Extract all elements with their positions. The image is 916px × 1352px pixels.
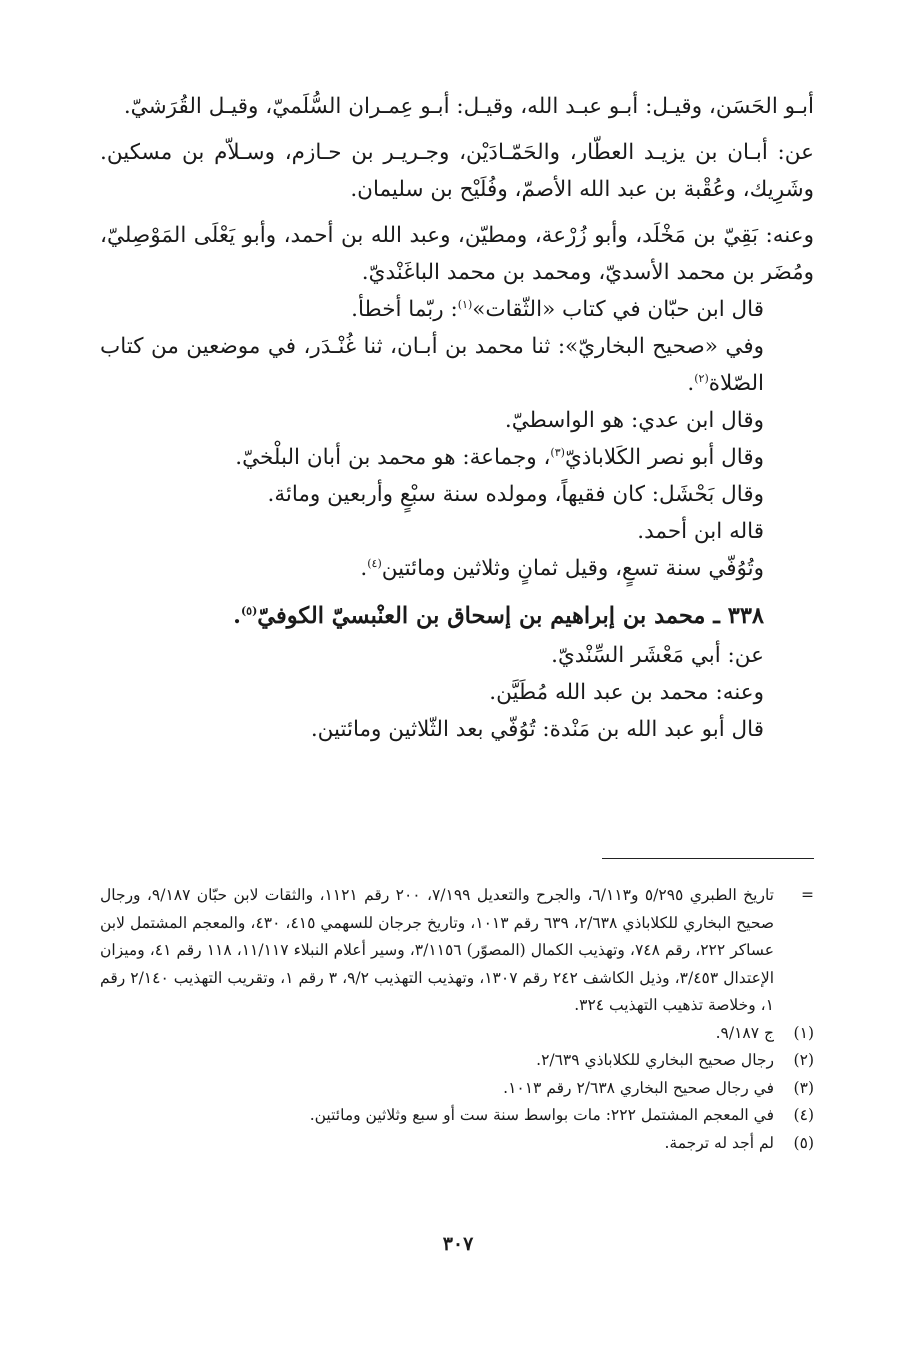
footnote-text: رجال صحيح البخاري للكلاباذي ٢/٦٣٩.: [536, 1051, 774, 1069]
paragraph: وقال ابن عدي: هو الواسطيّ.: [504, 408, 764, 433]
paragraph: عن: أبـان بن يزيـد العطّار، والحَمّـادَيْن، وجـريـر بن حـازم، وسـلاّم بن مسكين. وشَرِيك، وعُقْبة بن عبد الله الأصمّ، وفُلَيْح بن سليمان.: [100, 140, 814, 202]
footnote-text: في المعجم المشتمل ٢٢٢: مات بواسط سنة ست أو سبع وثلاثين ومائتين.: [309, 1106, 774, 1124]
paragraph: وعنه: محمد بن عبد الله مُطَيَّن.: [489, 680, 764, 705]
footnote-number: =: [801, 886, 814, 904]
footnote-text: ج ٩/١٨٧.: [715, 1023, 774, 1042]
paragraph-text: وتُوُفّي سنة تسعٍ، وقيل ثمانٍ وثلاثين ومائتين: [381, 556, 764, 581]
heading-text: ٣٣٨ ـ محمد بن إبراهيم بن إسحاق بن العنْبسيّ الكوفيّ: [257, 603, 764, 629]
main-text: [100, 88, 814, 748]
entry-heading: [100, 595, 814, 637]
paragraph-text: وقال أبو نصر الكَلاباذيّ: [564, 445, 764, 470]
footnote-text: لم أجد له ترجمة.: [664, 1133, 774, 1152]
heading-text: .: [233, 603, 241, 629]
footnote: [100, 882, 814, 1020]
footnote-text: في رجال صحيح البخاري ٢/٦٣٨ رقم ١٠١٣.: [503, 1078, 774, 1097]
paragraph: قاله ابن أحمد.: [637, 519, 764, 544]
paragraph: قال أبو عبد الله بن مَنْدة: تُوُفّي بعد الثّلاثين ومائتين.: [310, 717, 764, 742]
paragraph-text: .: [687, 371, 695, 396]
footnote-text: تاريخ الطبري ٥/٢٩٥ و٦/١١٣، والجرح والتعديل ٧/١٩٩، ٢٠٠ رقم ١١٢١، والثقات لابن حبّان ٩/١٨٧، ورجال صحيح البخاري للكلاباذي ٢/٦٣٨، ٦٣٩ رقم ١٠١٣، وتاريخ جرجان للسهمي ٤١٥، ٤٣٠، والمعجم المشتمل لابن عساكر ٢٢٢، رقم ٧٤٨، وتهذيب الكمال (المصوّر) ٣/١١٥٦، وسير أعلام النبلاء ١١/١١٧، ١١٨ رقم ٤١، وميزان الإعتدال ٣/٤٥٣، وذيل الكاشف ٢٤٢ رقم ١٣٠٧، وتهذيب التهذيب ٩/٢، ٣ رقم ١، وتقريب التهذيب ٢/١٤٠ رقم ١، وخلاصة تذهيب التهذيب ٣٢٤.: [100, 886, 775, 1014]
paragraph-text: .: [360, 556, 368, 581]
footnote-number: (١): [793, 1023, 814, 1042]
footnote-number: (٢): [793, 1051, 814, 1069]
paragraph: [100, 328, 814, 402]
paragraph: وقال بَحْشَل: كان فقيهاً، ومولده سنة سبْعٍ وأربعين ومائة.: [267, 482, 764, 507]
footnote: [100, 1075, 814, 1103]
paragraph-text: ، وجماعة: هو محمد بن أبان البلْخيّ.: [235, 445, 551, 470]
page-number: ٣٠٧: [442, 1233, 474, 1255]
paragraph: [100, 439, 814, 476]
paragraph: أبـو الحَسَن، وقيـل: أبـو عبـد الله، وقيـل: أبـو عِمـران السُّلَميّ، وقيـل القُرَشيّ.: [123, 94, 814, 119]
paragraph-text: : ربّما أخطأ.: [351, 297, 458, 322]
footnotes: [100, 882, 814, 1157]
footnote: [100, 1102, 814, 1130]
footnote: [100, 1020, 814, 1048]
paragraph: [100, 550, 814, 587]
footnote: [100, 1130, 814, 1158]
footnote-number: (٥): [793, 1133, 814, 1152]
footnote-marker[interactable]: (١): [457, 297, 473, 311]
paragraph: عن: أبي مَعْشَر السِّنْديّ.: [551, 643, 764, 668]
footnote-marker[interactable]: (٢): [694, 371, 709, 385]
footnote-marker[interactable]: (٣): [550, 445, 565, 459]
paragraph: [100, 291, 814, 328]
footnote: [100, 1047, 814, 1075]
footnote-marker[interactable]: (٤): [367, 556, 382, 570]
paragraph-text: وفي «صحيح البخاريّ»: ثنا محمد بن أبـان، ثنا غُنْـدَر، في موضعين من كتاب الصّلاة: [100, 334, 764, 396]
footnote-divider: [602, 858, 814, 859]
paragraph-text: قال ابن حبّان في كتاب «الثّقات»: [472, 297, 764, 322]
paragraph: وعنه: بَقِيّ بن مَخْلَد، وأبو زُرْعة، ومطيّن، وعبد الله بن أحمد، وأبو يَعْلَى المَوْصِليّ، ومُضَر بن محمد الأسديّ، ومحمد بن محمد الباغَنْديّ.: [100, 223, 814, 285]
footnote-number: (٤): [793, 1106, 814, 1124]
footnote-number: (٣): [793, 1078, 814, 1097]
footnote-marker[interactable]: (٥): [240, 604, 258, 618]
